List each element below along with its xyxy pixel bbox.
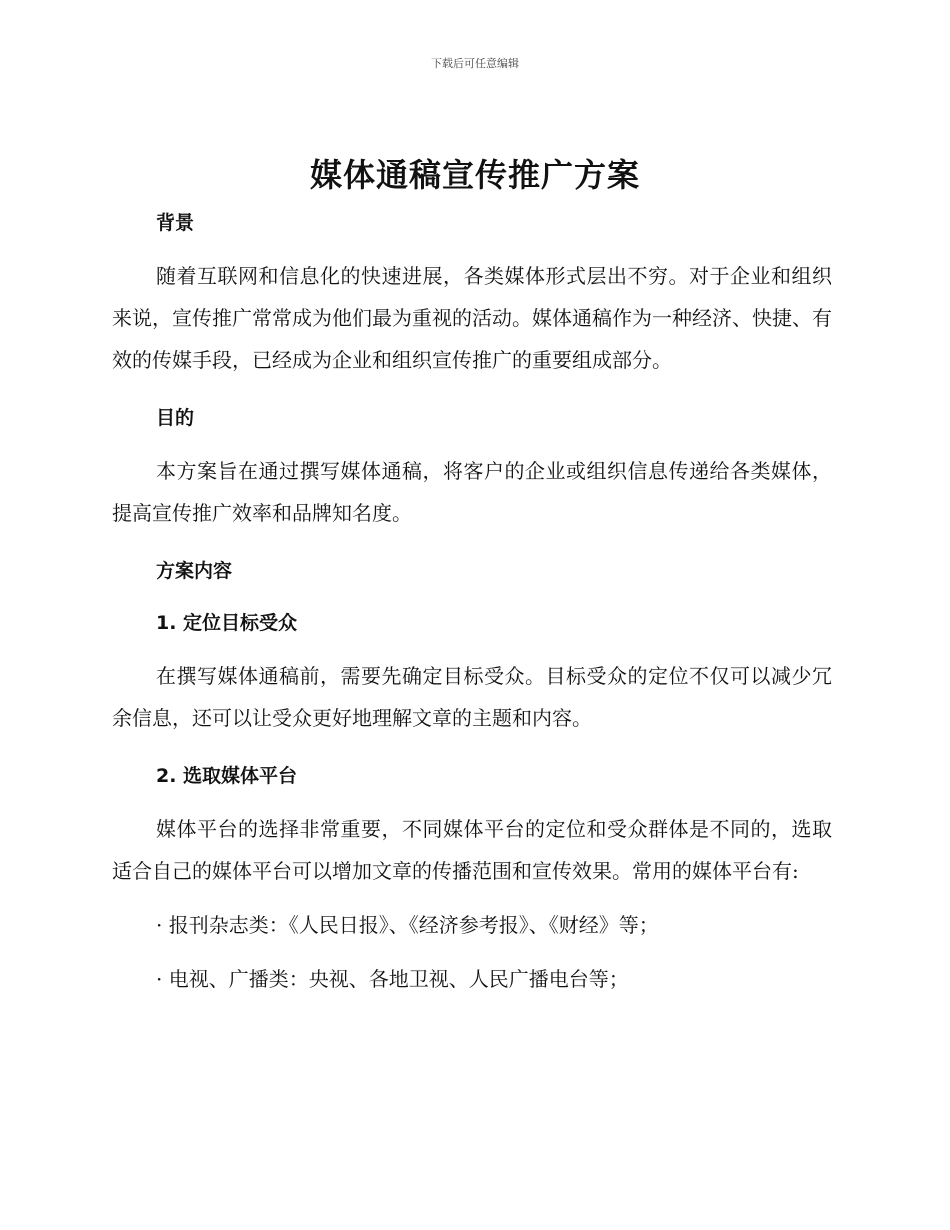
step2-paragraph: 媒体平台的选择非常重要，不同媒体平台的定位和受众群体是不同的，选取适合自己的媒体平台可以增加文章的传播范围和宣传效果。常用的媒体平台有: xyxy=(112,817,832,883)
step1-paragraph: 在撰写媒体通稿前，需要先确定目标受众。目标受众的定位不仅可以减少冗余信息，还可以让受众更好地理解文章的主题和内容。 xyxy=(112,664,832,730)
list-item: · 电视、广播类：央视、各地卫视、人民广播电台等； xyxy=(156,967,629,991)
header-note: 下载后可任意编辑 xyxy=(431,57,519,70)
document-body xyxy=(112,200,832,1000)
purpose-heading: 目的 xyxy=(156,407,195,429)
plan-heading: 方案内容 xyxy=(156,560,233,582)
step1-heading: 1. 定位目标受众 xyxy=(156,612,298,634)
purpose-paragraph: 本方案旨在通过撰写媒体通稿，将客户的企业或组织信息传递给各类媒体，提高宣传推广效率和品牌知名度。 xyxy=(112,459,832,525)
background-heading: 背景 xyxy=(156,212,195,234)
document-title: 媒体通稿宣传推广方案 xyxy=(309,156,640,194)
step2-heading: 2. 选取媒体平台 xyxy=(156,765,298,787)
list-item: · 报刊杂志类：《人民日报》、《经济参考报》、《财经》等； xyxy=(156,913,659,937)
background-paragraph: 随着互联网和信息化的快速进展，各类媒体形式层出不穷。对于企业和组织来说，宣传推广常常成为他们最为重视的活动。媒体通稿作为一种经济、快捷、有效的传媒手段，已经成为企业和组织宣传推广的重要组成部分。 xyxy=(112,264,832,372)
